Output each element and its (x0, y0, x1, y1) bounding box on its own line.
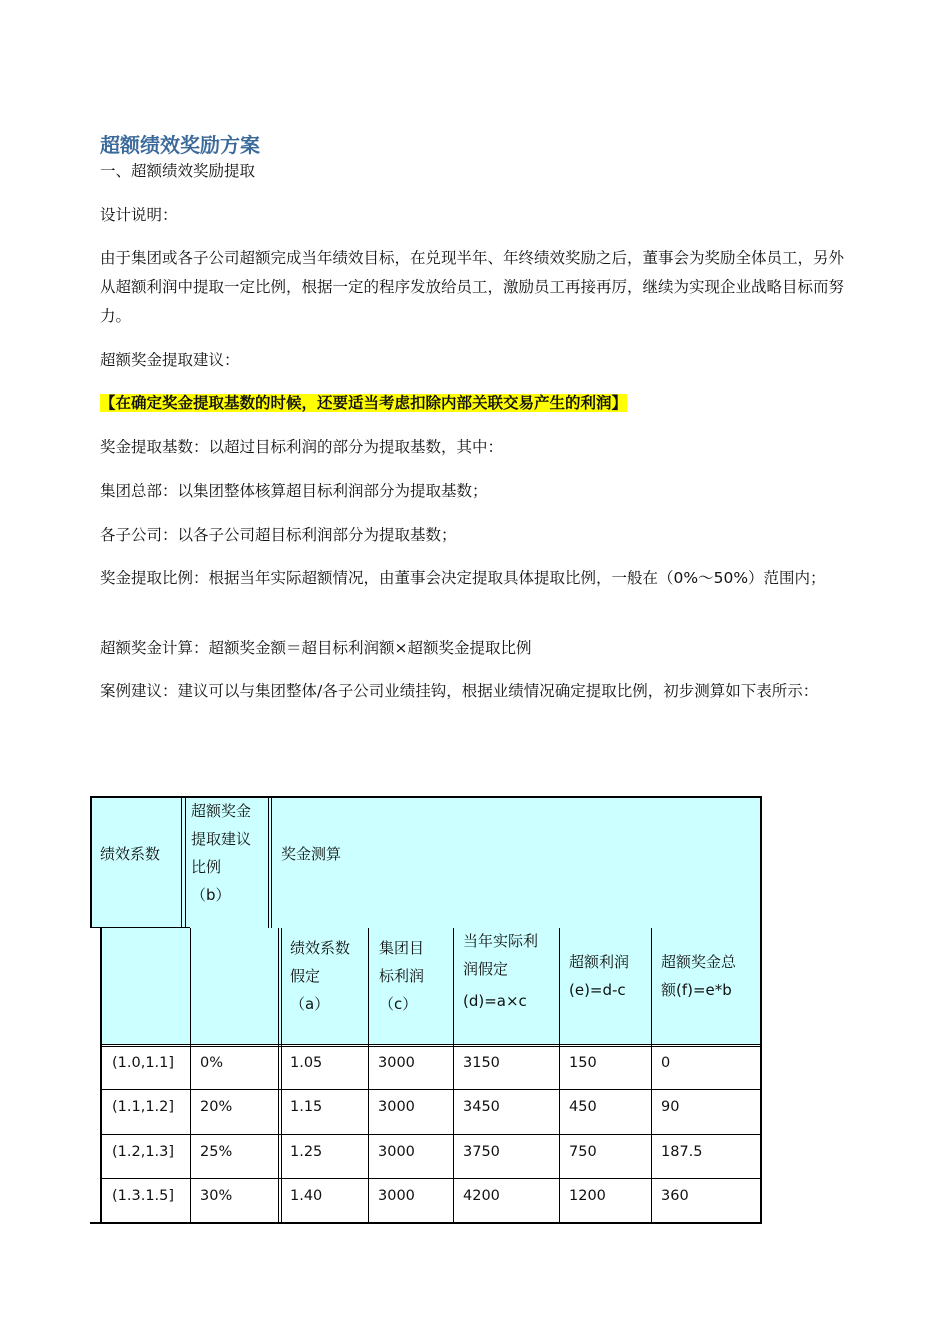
cell-a: 1.05 (290, 1055, 323, 1071)
cell-e: 150 (569, 1055, 597, 1071)
header-c: 集团目 标利润 （c） (379, 939, 425, 1013)
cell-ratio: 25% (200, 1144, 233, 1160)
calc-paragraph: 超额奖金计算：超额奖金额＝超目标利润额×超额奖金提取比例 (100, 639, 532, 657)
cell-e: 450 (569, 1099, 597, 1115)
cell-ratio: 0% (200, 1055, 224, 1071)
cell-range: (1.3.1.5] (112, 1188, 175, 1204)
design-label: 设计说明： (100, 206, 178, 224)
section-heading: 一、超额绩效奖励提取 (100, 162, 256, 180)
cell-c: 3000 (378, 1099, 415, 1115)
header-ratio: 超额奖金 提取建议 比例 （b） (191, 802, 252, 904)
cell-range: (1.2,1.3] (112, 1144, 175, 1160)
cell-d: 3150 (463, 1055, 500, 1071)
cell-d: 3750 (463, 1144, 500, 1160)
base-paragraph: 奖金提取基数：以超过目标利润的部分为提取基数，其中： (100, 438, 504, 456)
suggest-label: 超额奖金提取建议： (100, 351, 240, 369)
cell-c: 3000 (378, 1188, 415, 1204)
highlight-note: 【在确定奖金提取基数的时候，还要适当考虑扣除内部关联交易产生的利润】 (100, 394, 628, 412)
cell-f: 360 (661, 1188, 689, 1204)
hq-paragraph: 集团总部：以集团整体核算超目标利润部分为提取基数； (100, 482, 488, 500)
cell-e: 750 (569, 1144, 597, 1160)
design-paragraph: 由于集团或各子公司超额完成当年绩效目标，在兑现半年、年终绩效奖励之后，董事会为奖励全体员工，另外从超额利润中提取一定比例，根据一定的程序发放给员工，激励员工再接再厉，继续为实现企业战略目标而努力。 (100, 249, 845, 325)
cell-f: 90 (661, 1099, 680, 1115)
case-paragraph: 案例建议：建议可以与集团整体/各子公司业绩挂钩，根据业绩情况确定提取比例，初步测算如下表所示： (100, 682, 819, 700)
header-d: 当年实际利 润假定 (d)=a×c (463, 932, 539, 1010)
cell-range: (1.0,1.1] (112, 1055, 175, 1071)
doc-title: 超额绩效奖励方案 (100, 133, 260, 157)
cell-c: 3000 (378, 1055, 415, 1071)
cell-ratio: 30% (200, 1188, 233, 1204)
cell-d: 3450 (463, 1099, 500, 1115)
cell-e: 1200 (569, 1188, 606, 1204)
cell-c: 3000 (378, 1144, 415, 1160)
cell-d: 4200 (463, 1188, 500, 1204)
header-a: 绩效系数 假定 （a） (290, 939, 351, 1013)
ratio-paragraph: 奖金提取比例：根据当年实际超额情况，由董事会决定提取具体提取比例，一般在（0%～50%）范围内； (100, 569, 826, 587)
cell-ratio: 20% (200, 1099, 233, 1115)
cell-a: 1.25 (290, 1144, 323, 1160)
cell-f: 0 (661, 1055, 671, 1071)
cell-range: (1.1,1.2] (112, 1099, 175, 1115)
bonus-table (90, 796, 762, 1224)
header-f: 超额奖金总 额(f)=e*b (661, 953, 737, 999)
subs-paragraph: 各子公司：以各子公司超目标利润部分为提取基数； (100, 526, 457, 544)
cell-a: 1.15 (290, 1099, 323, 1115)
cell-a: 1.40 (290, 1188, 323, 1204)
header-e: 超额利润 (e)=d-c (569, 953, 630, 999)
header-calc: 奖金测算 (281, 845, 342, 863)
cell-f: 187.5 (661, 1144, 703, 1160)
header-coef: 绩效系数 (100, 845, 161, 863)
